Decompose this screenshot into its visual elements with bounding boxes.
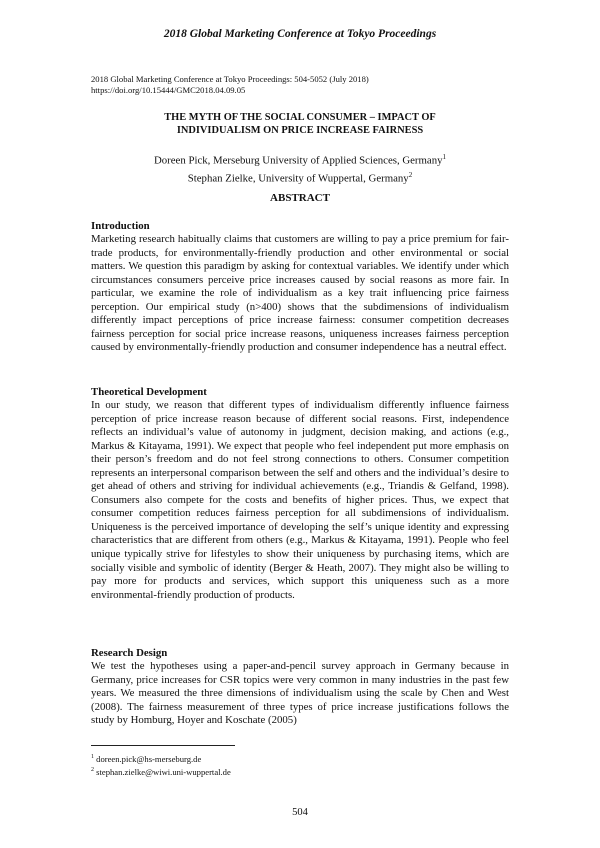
author-line [91, 168, 509, 186]
doi-link[interactable]: https://doi.org/10.15444/GMC2018.04.09.05 [91, 85, 246, 95]
section-body: We test the hypotheses using a paper-and-pencil survey approach in Germany because in Germany, price increases for CSR topics were very common in many industries in the past few years. We measured the three dimensions of individualism using the scale by Chen and West (2008). The fairness measurement of three types of price increase justifications follows the study by Homburg, Hoyer and Koschate (2005) [91, 660, 509, 727]
footnote [91, 765, 231, 778]
footnote [91, 752, 231, 765]
paper-title [91, 111, 509, 137]
author-affiliation: Stephan Zielke, University of Wuppertal, Germany [187, 172, 409, 185]
author-affiliation: Doreen Pick, Merseburg University of Applied Sciences, Germany [153, 154, 443, 167]
section-body: In our study, we reason that different types of individualism differently influence fairness perception of price increase reason because of different social reasons. First, independence reflects an individual’s value of autonomy in judgment, decision making, and actions (e.g., Markus & Kitayama, 1991). We expect that people who feel independent put more emphasis on their person’s freedom and do not feel strong connections to others. Consumer competition represents an interpersonal comparison between the self and others and the individual’s desire to get ahead of others and striving for individual achievements (e.g., Triandis & Gelfand, 1998). Consumers also compete for the costs and benefits of higher prices. Thus, we expect that consumer competition reduces fairness perception for all subdimensions of individualism. Uniqueness is the perceived importance of developing the self’s unique identity and expressing characteristics that are different from others (e.g., Markus & Kitayama, 1991). People who feel unique typically strive for lifestyles to show their uniqueness by purchasing items, which are socially visible and symbolic of identity (Berger & Heath, 2007). They might also be willing to pay more for products and services, which support this uniqueness such as a more environmental-friendly production of products. [91, 399, 509, 601]
section-theoretical-development [91, 386, 509, 602]
title-line: INDIVIDUALISM ON PRICE INCREASE FAIRNESS [176, 125, 424, 136]
footnotes [91, 752, 231, 779]
section-heading: Theoretical Development [91, 386, 207, 398]
footnote-email[interactable]: stephan.zielke@wiwi.uni-wuppertal.de [96, 767, 231, 778]
section-research-design [91, 647, 509, 728]
footnote-marker: 2 [91, 767, 94, 774]
section-heading: Research Design [91, 647, 168, 659]
section-heading: Introduction [91, 220, 150, 232]
footnote-marker: 2 [408, 170, 413, 179]
author-list [91, 150, 509, 185]
citation-line: 2018 Global Marketing Conference at Tokyo Proceedings: 504-5052 (July 2018) [91, 74, 369, 84]
footnote-marker: 1 [442, 153, 447, 161]
section-body: Marketing research habitually claims that customers are willing to pay a price premium for fair-trade products, for environmentally-friendly production and other environmental or social matters. We question this paradigm by asking for contextual variables. We identify under which circumstances consumers perceive price increases caused by social reasons as more fair. In particular, we examine the role of individualism as a key trait influencing price fairness perception. Our empirical study (n>400) shows that the subdimensions of individualism differently impact perceptions of price increase fairness: consumer competition decreases fairness perception for social price increase reasons, uniqueness increases fairness perception caused by environmentally-friendly production and consumer independence has a neutral effect. [91, 233, 509, 354]
abstract-heading: ABSTRACT [270, 192, 330, 204]
footnote-marker: 1 [91, 754, 94, 760]
author-line [91, 150, 509, 168]
footnote-divider [91, 745, 235, 746]
page-number: 504 [292, 807, 308, 818]
citation-block [91, 74, 369, 96]
running-header: 2018 Global Marketing Conference at Tokyo Proceedings [163, 28, 437, 40]
footnote-email[interactable]: doreen.pick@hs-merseburg.de [96, 753, 202, 764]
section-introduction [91, 220, 509, 355]
title-line: THE MYTH OF THE SOCIAL CONSUMER – IMPACT OF [164, 112, 436, 123]
